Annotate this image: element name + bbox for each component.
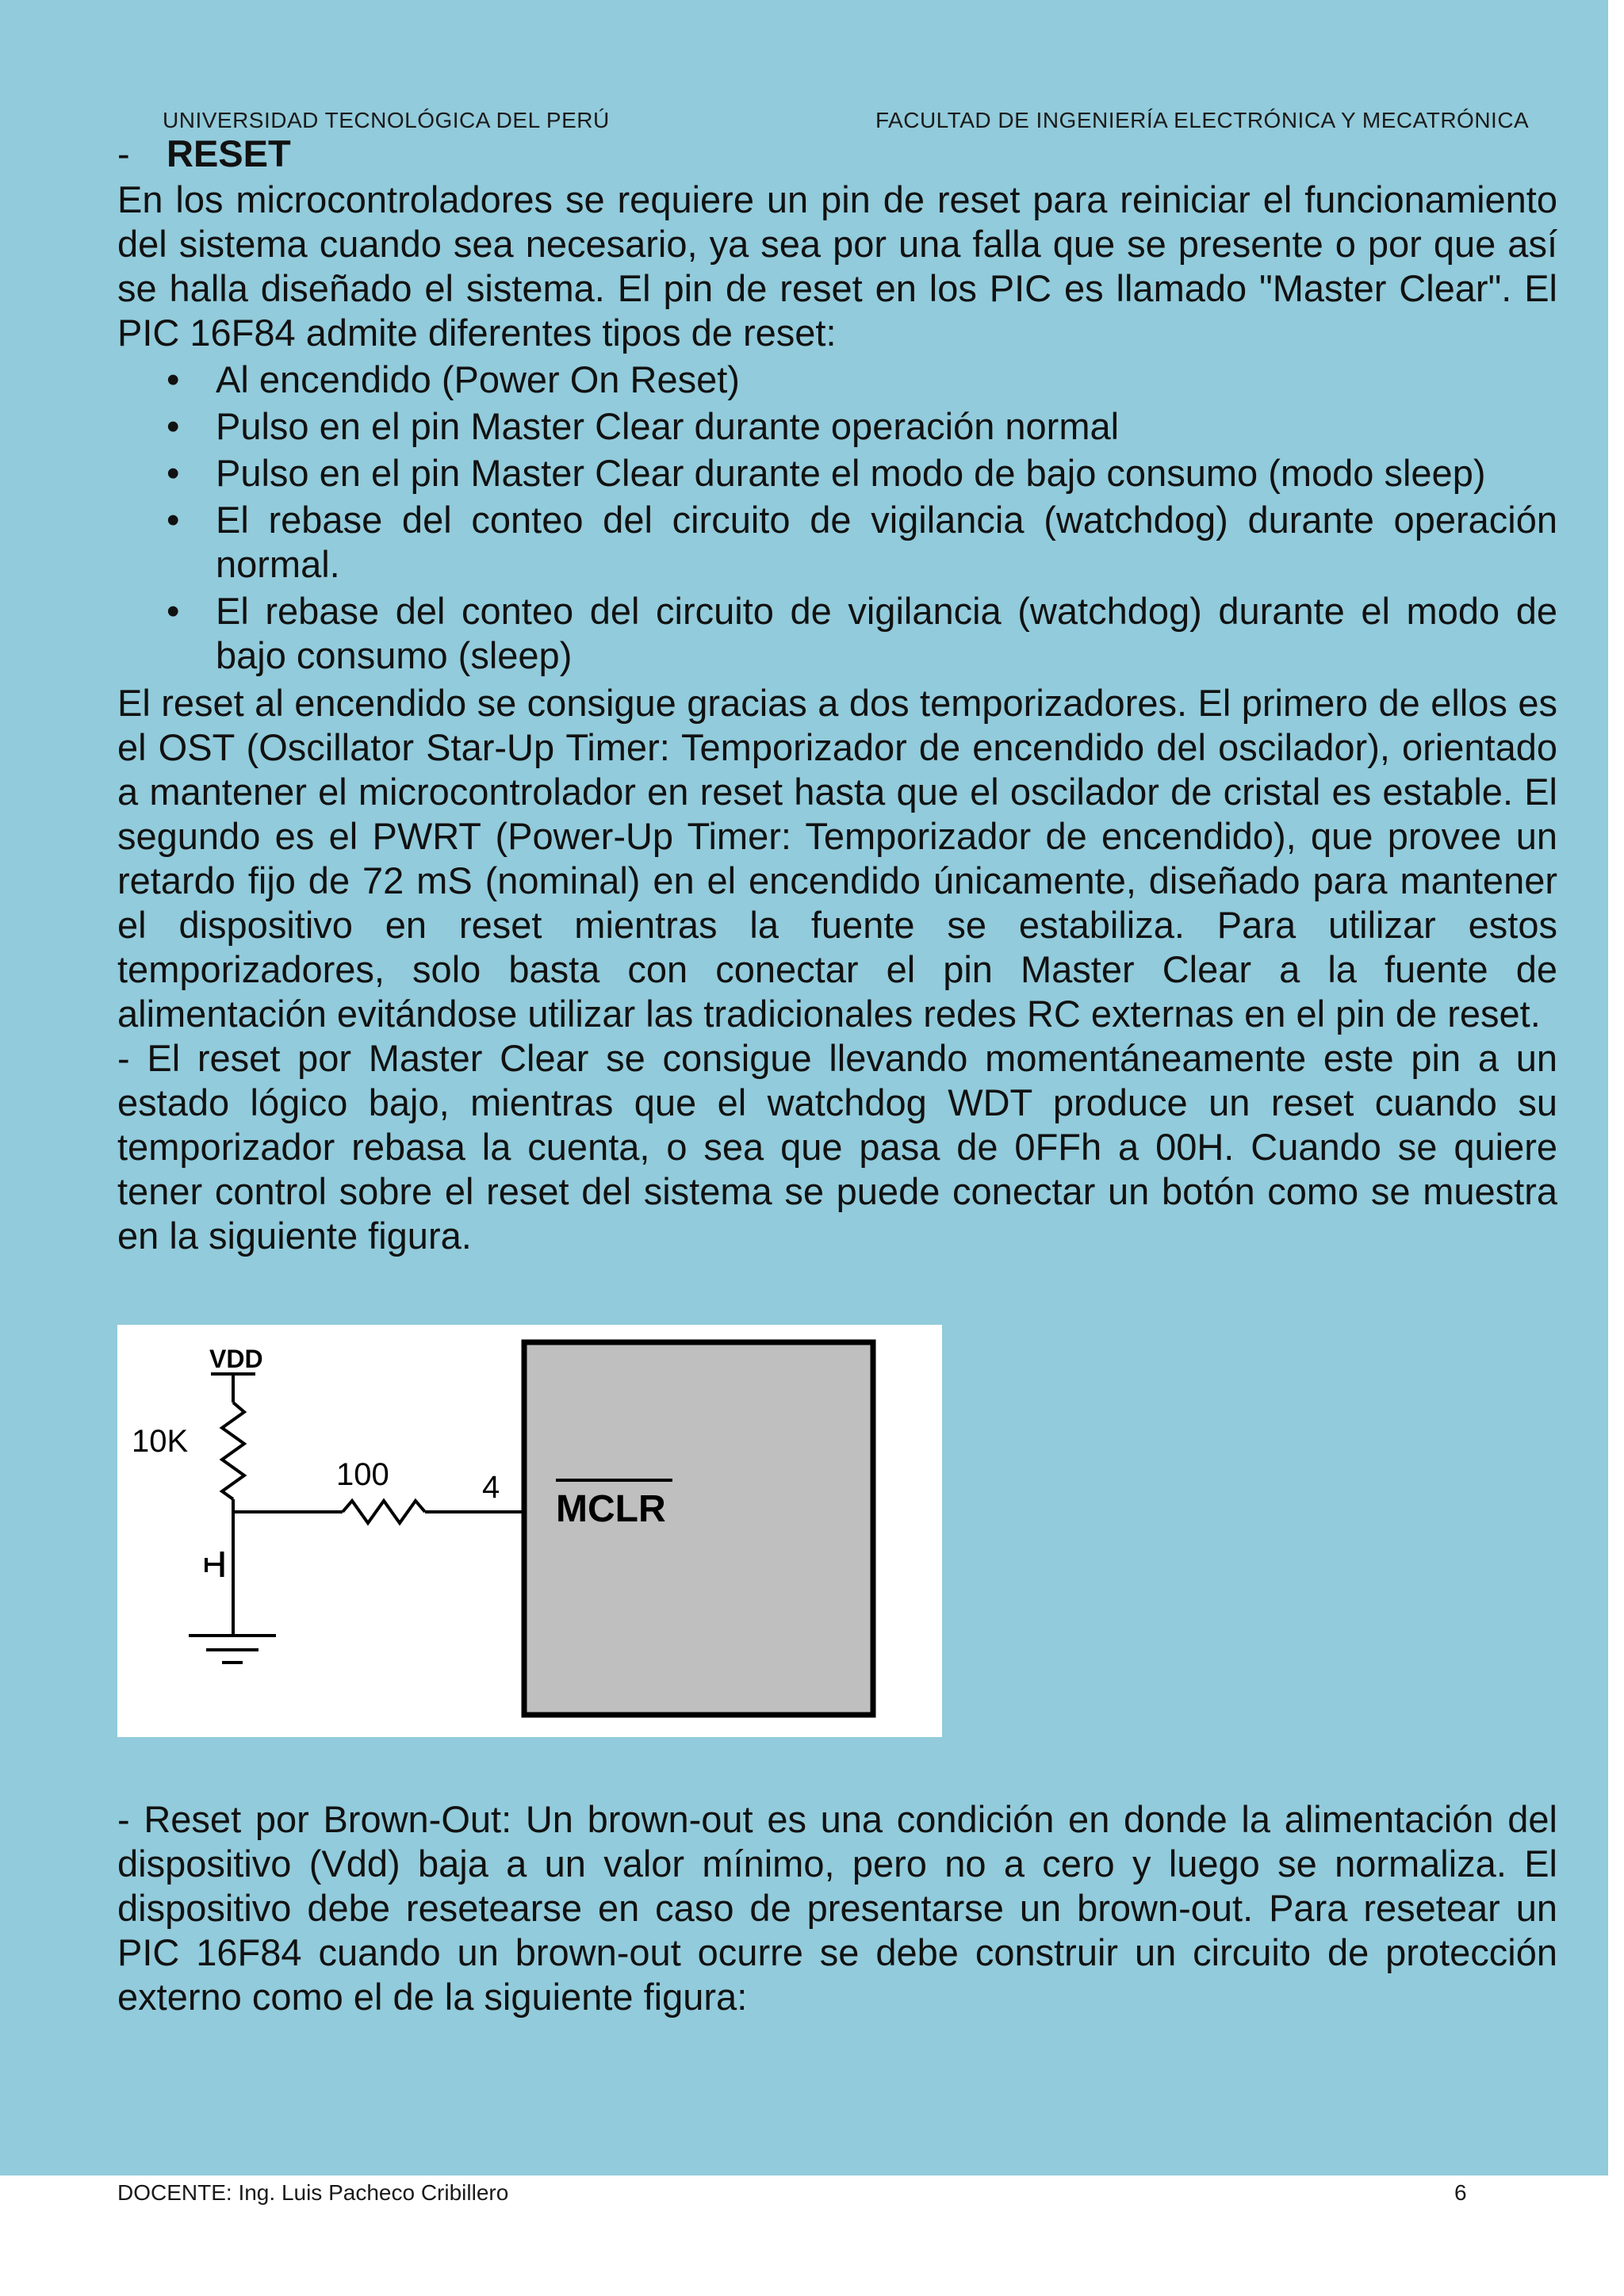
- heading-dash: -: [117, 132, 130, 174]
- list-item: • El rebase del conteo del circuito de vigilancia (watchdog) durante operación normal.: [216, 498, 1557, 587]
- reset-circuit-figure: [117, 1325, 942, 1737]
- paragraph-brown-out: - Reset por Brown-Out: Un brown-out es una condición en donde la alimentación del dispositivo (Vdd) baja a un valor mínimo, pero no a cero y luego se normaliza. El dispositivo debe resetearse en caso de presentarse un brown-out. Para resetear un PIC 16F84 cuando un brown-out ocurre se debe construir un circuito de protección externo como el de la siguiente figura:: [117, 1798, 1557, 2018]
- header-university: UNIVERSIDAD TECNOLÓGICA DEL PERÚ: [163, 108, 610, 132]
- list-item: • Al encendido (Power On Reset): [216, 358, 1557, 402]
- mclr-label: MCLR: [556, 1488, 666, 1530]
- resistor-10k-label: 10K: [132, 1424, 189, 1459]
- footer-teacher: DOCENTE: Ing. Luis Pacheco Cribillero: [117, 2180, 509, 2205]
- list-item: • El rebase del conteo del circuito de vigilancia (watchdog) durante el modo de bajo consumo (sleep): [216, 589, 1557, 678]
- list-item: • Pulso en el pin Master Clear durante operación normal: [216, 404, 1557, 449]
- pin-number-label: 4: [482, 1470, 500, 1505]
- document-body: [117, 132, 1557, 2019]
- reset-circuit-diagram: [117, 1325, 942, 1737]
- section-heading: [117, 132, 1557, 178]
- reset-types-list: [117, 358, 1557, 678]
- resistor-100-label: 100: [336, 1457, 389, 1492]
- paragraph-power-on: El reset al encendido se consigue gracias a dos temporizadores. El primero de ellos es el OST (Oscillator Star-Up Timer: Temporizador de encendido del oscilador), orientado a mantener el microcontrolador en reset hasta que el oscilador de cristal es estable. El segundo es el PWRT (Power-Up Timer: Temporizador de encendido), que provee un retardo fijo de 72 mS (nominal) en el encendido únicamente, diseñado para mantener el dispositivo en reset mientras la fuente se estabiliza. Para utilizar estos temporizadores, solo basta con conectar el pin Master Clear a la fuente de alimentación evitándose utilizar las tradicionales redes RC externas en el pin de reset.: [117, 682, 1557, 1035]
- list-item: • Pulso en el pin Master Clear durante el modo de bajo consumo (modo sleep): [216, 451, 1557, 496]
- page-number: 6: [1454, 2180, 1467, 2205]
- header-faculty: FACULTAD DE INGENIERÍA ELECTRÓNICA Y MECATRÓNICA: [875, 108, 1530, 132]
- vdd-label: VDD: [209, 1345, 263, 1373]
- paragraph-intro: En los microcontroladores se requiere un pin de reset para reiniciar el funcionamiento del sistema cuando sea necesario, ya sea por una falla que se presente o por que así se halla diseñado el sistema. El pin de reset en los PIC es llamado "Master Clear". El PIC 16F84 admite diferentes tipos de reset:: [117, 178, 1557, 354]
- heading-title: RESET: [167, 132, 291, 174]
- paragraph-master-clear: - El reset por Master Clear se consigue llevando momentáneamente este pin a un estado lógico bajo, mientras que el watchdog WDT produce un reset cuando su temporizador rebasa la cuenta, o sea que pasa de 0FFh a 00H. Cuando se quiere tener control sobre el reset del sistema se puede conectar un botón como se muestra en la siguiente figura.: [117, 1037, 1557, 1257]
